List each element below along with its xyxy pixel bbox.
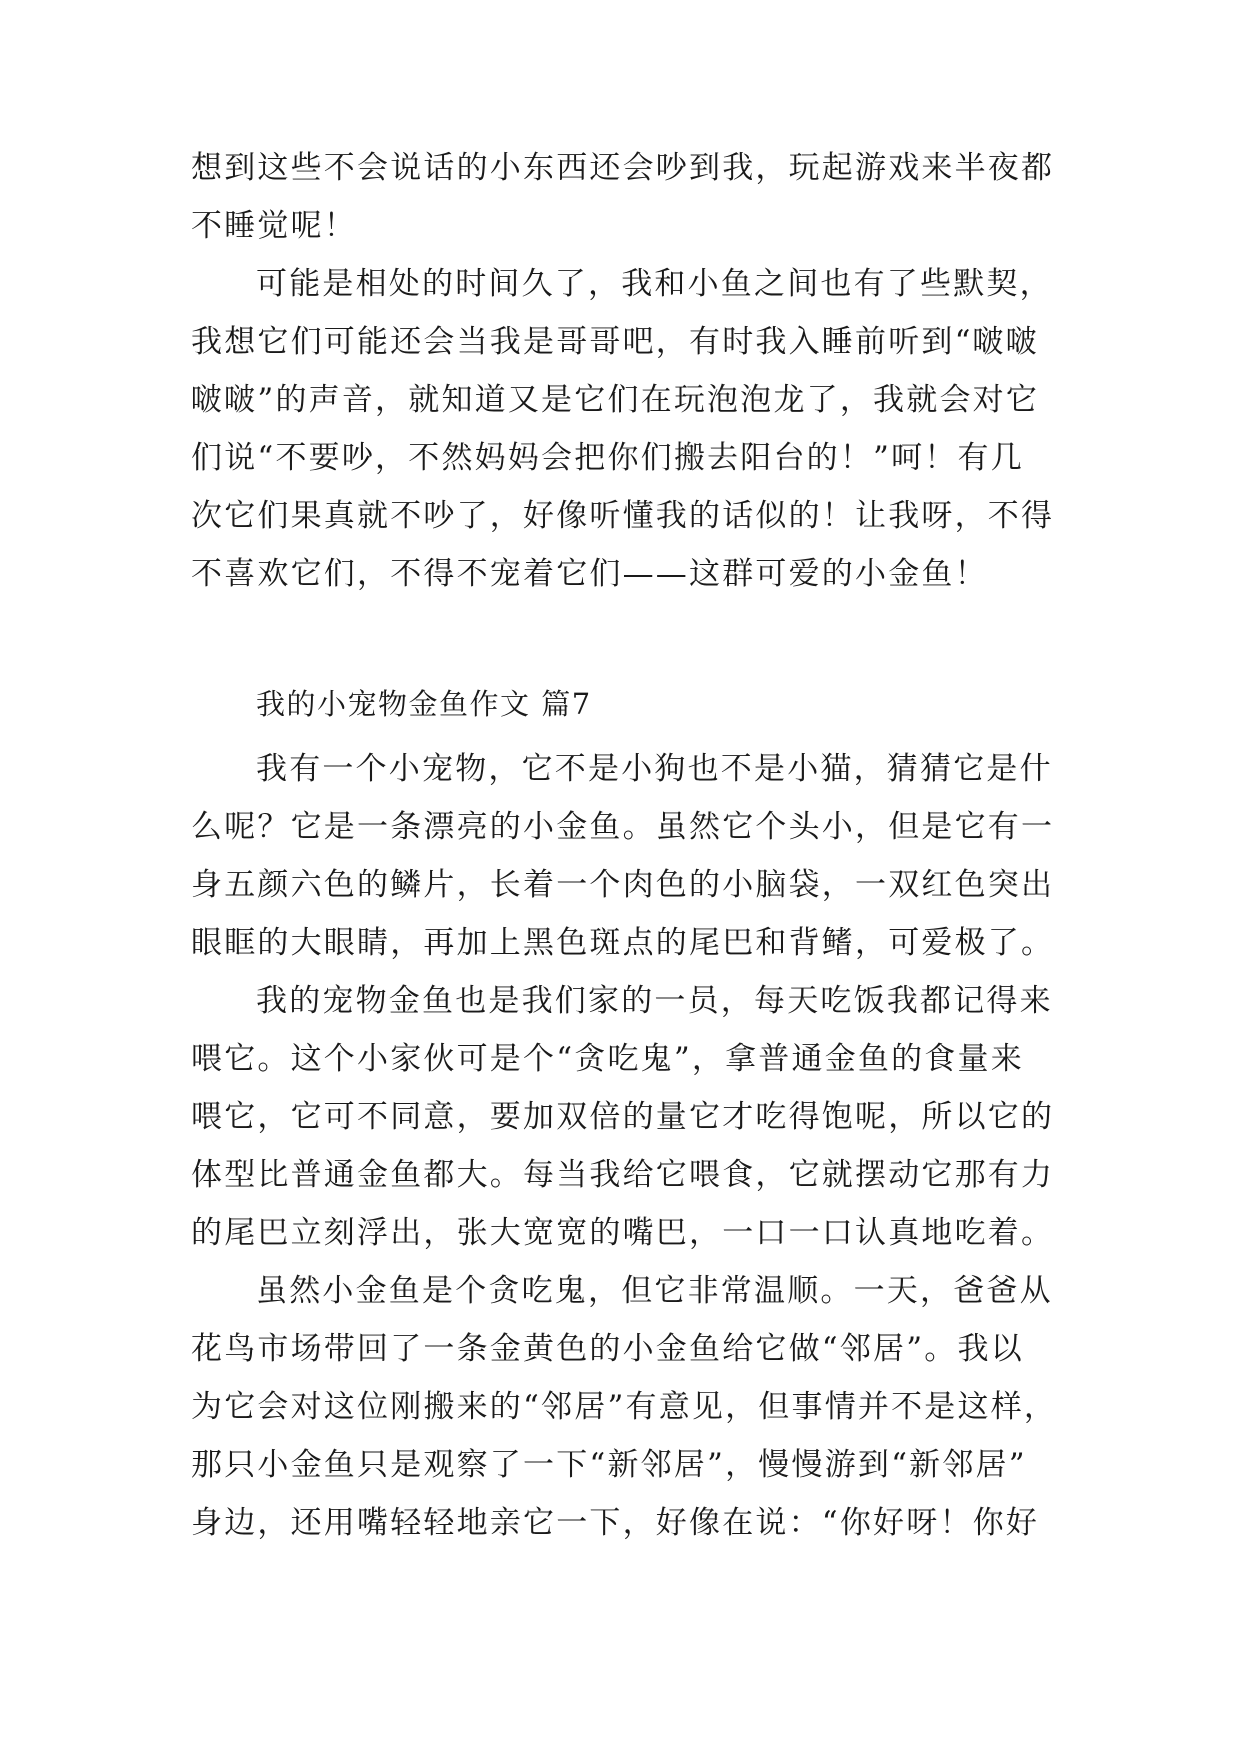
text-line: 体型比普通金鱼都大。每当我给它喂食，它就摆动它那有力 (191, 1157, 1055, 1193)
text-line: 想到这些不会说话的小东西还会吵到我，玩起游戏来半夜都 (191, 150, 1055, 186)
text-line: 不喜欢它们，不得不宠着它们——这群可爱的小金鱼！ (191, 556, 988, 592)
bottom-text-block (191, 740, 1071, 1552)
paragraph (191, 740, 1071, 972)
text-line: 喂它。这个小家伙可是个“贪吃鬼”，拿普通金鱼的食量来 (191, 1041, 1024, 1077)
text-line: 们说“不要吵，不然妈妈会把你们搬去阳台的！”呵！有几 (191, 440, 1024, 476)
text-line: 身五颜六色的鳞片，长着一个肉色的小脑袋，一双红色突出 (191, 867, 1055, 903)
text-line: 我有一个小宠物，它不是小狗也不是小猫，猜猜它是什 (256, 751, 1053, 787)
section-heading: 我的小宠物金鱼作文 篇7 (256, 687, 592, 721)
text-line: 为它会对这位刚搬来的“邻居”有意见，但事情并不是这样， (191, 1389, 1058, 1425)
paragraph-continued (191, 139, 1071, 255)
paragraph (191, 1262, 1071, 1552)
text-line: 不睡觉呢！ (191, 208, 357, 244)
text-line: 眼眶的大眼睛，再加上黑色斑点的尾巴和背鳍，可爱极了。 (191, 925, 1055, 961)
text-line: 身边，还用嘴轻轻地亲它一下，好像在说：“你好呀！你好 (191, 1505, 1040, 1541)
text-line: 那只小金鱼只是观察了一下“新邻居”，慢慢游到“新邻居” (191, 1447, 1027, 1483)
text-line: 么呢？它是一条漂亮的小金鱼。虽然它个头小，但是它有一 (191, 809, 1055, 845)
paragraph (191, 972, 1071, 1262)
text-line: 花鸟市场带回了一条金黄色的小金鱼给它做“邻居”。我以 (191, 1331, 1024, 1367)
paragraph (191, 255, 1071, 603)
text-line: 啵啵”的声音，就知道又是它们在玩泡泡龙了，我就会对它 (191, 382, 1040, 418)
text-line: 虽然小金鱼是个贪吃鬼，但它非常温顺。一天，爸爸从 (256, 1273, 1053, 1309)
text-line: 我的宠物金鱼也是我们家的一员，每天吃饭我都记得来 (256, 983, 1053, 1019)
top-text-block (191, 139, 1071, 603)
text-line: 的尾巴立刻浮出，张大宽宽的嘴巴，一口一口认真地吃着。 (191, 1215, 1055, 1251)
text-line: 我想它们可能还会当我是哥哥吧，有时我入睡前听到“啵啵 (191, 324, 1040, 360)
text-line: 次它们果真就不吵了，好像听懂我的话似的！让我呀，不得 (191, 498, 1055, 534)
text-line: 喂它，它可不同意，要加双倍的量它才吃得饱呢，所以它的 (191, 1099, 1055, 1135)
text-line: 可能是相处的时间久了，我和小鱼之间也有了些默契， (256, 266, 1053, 302)
